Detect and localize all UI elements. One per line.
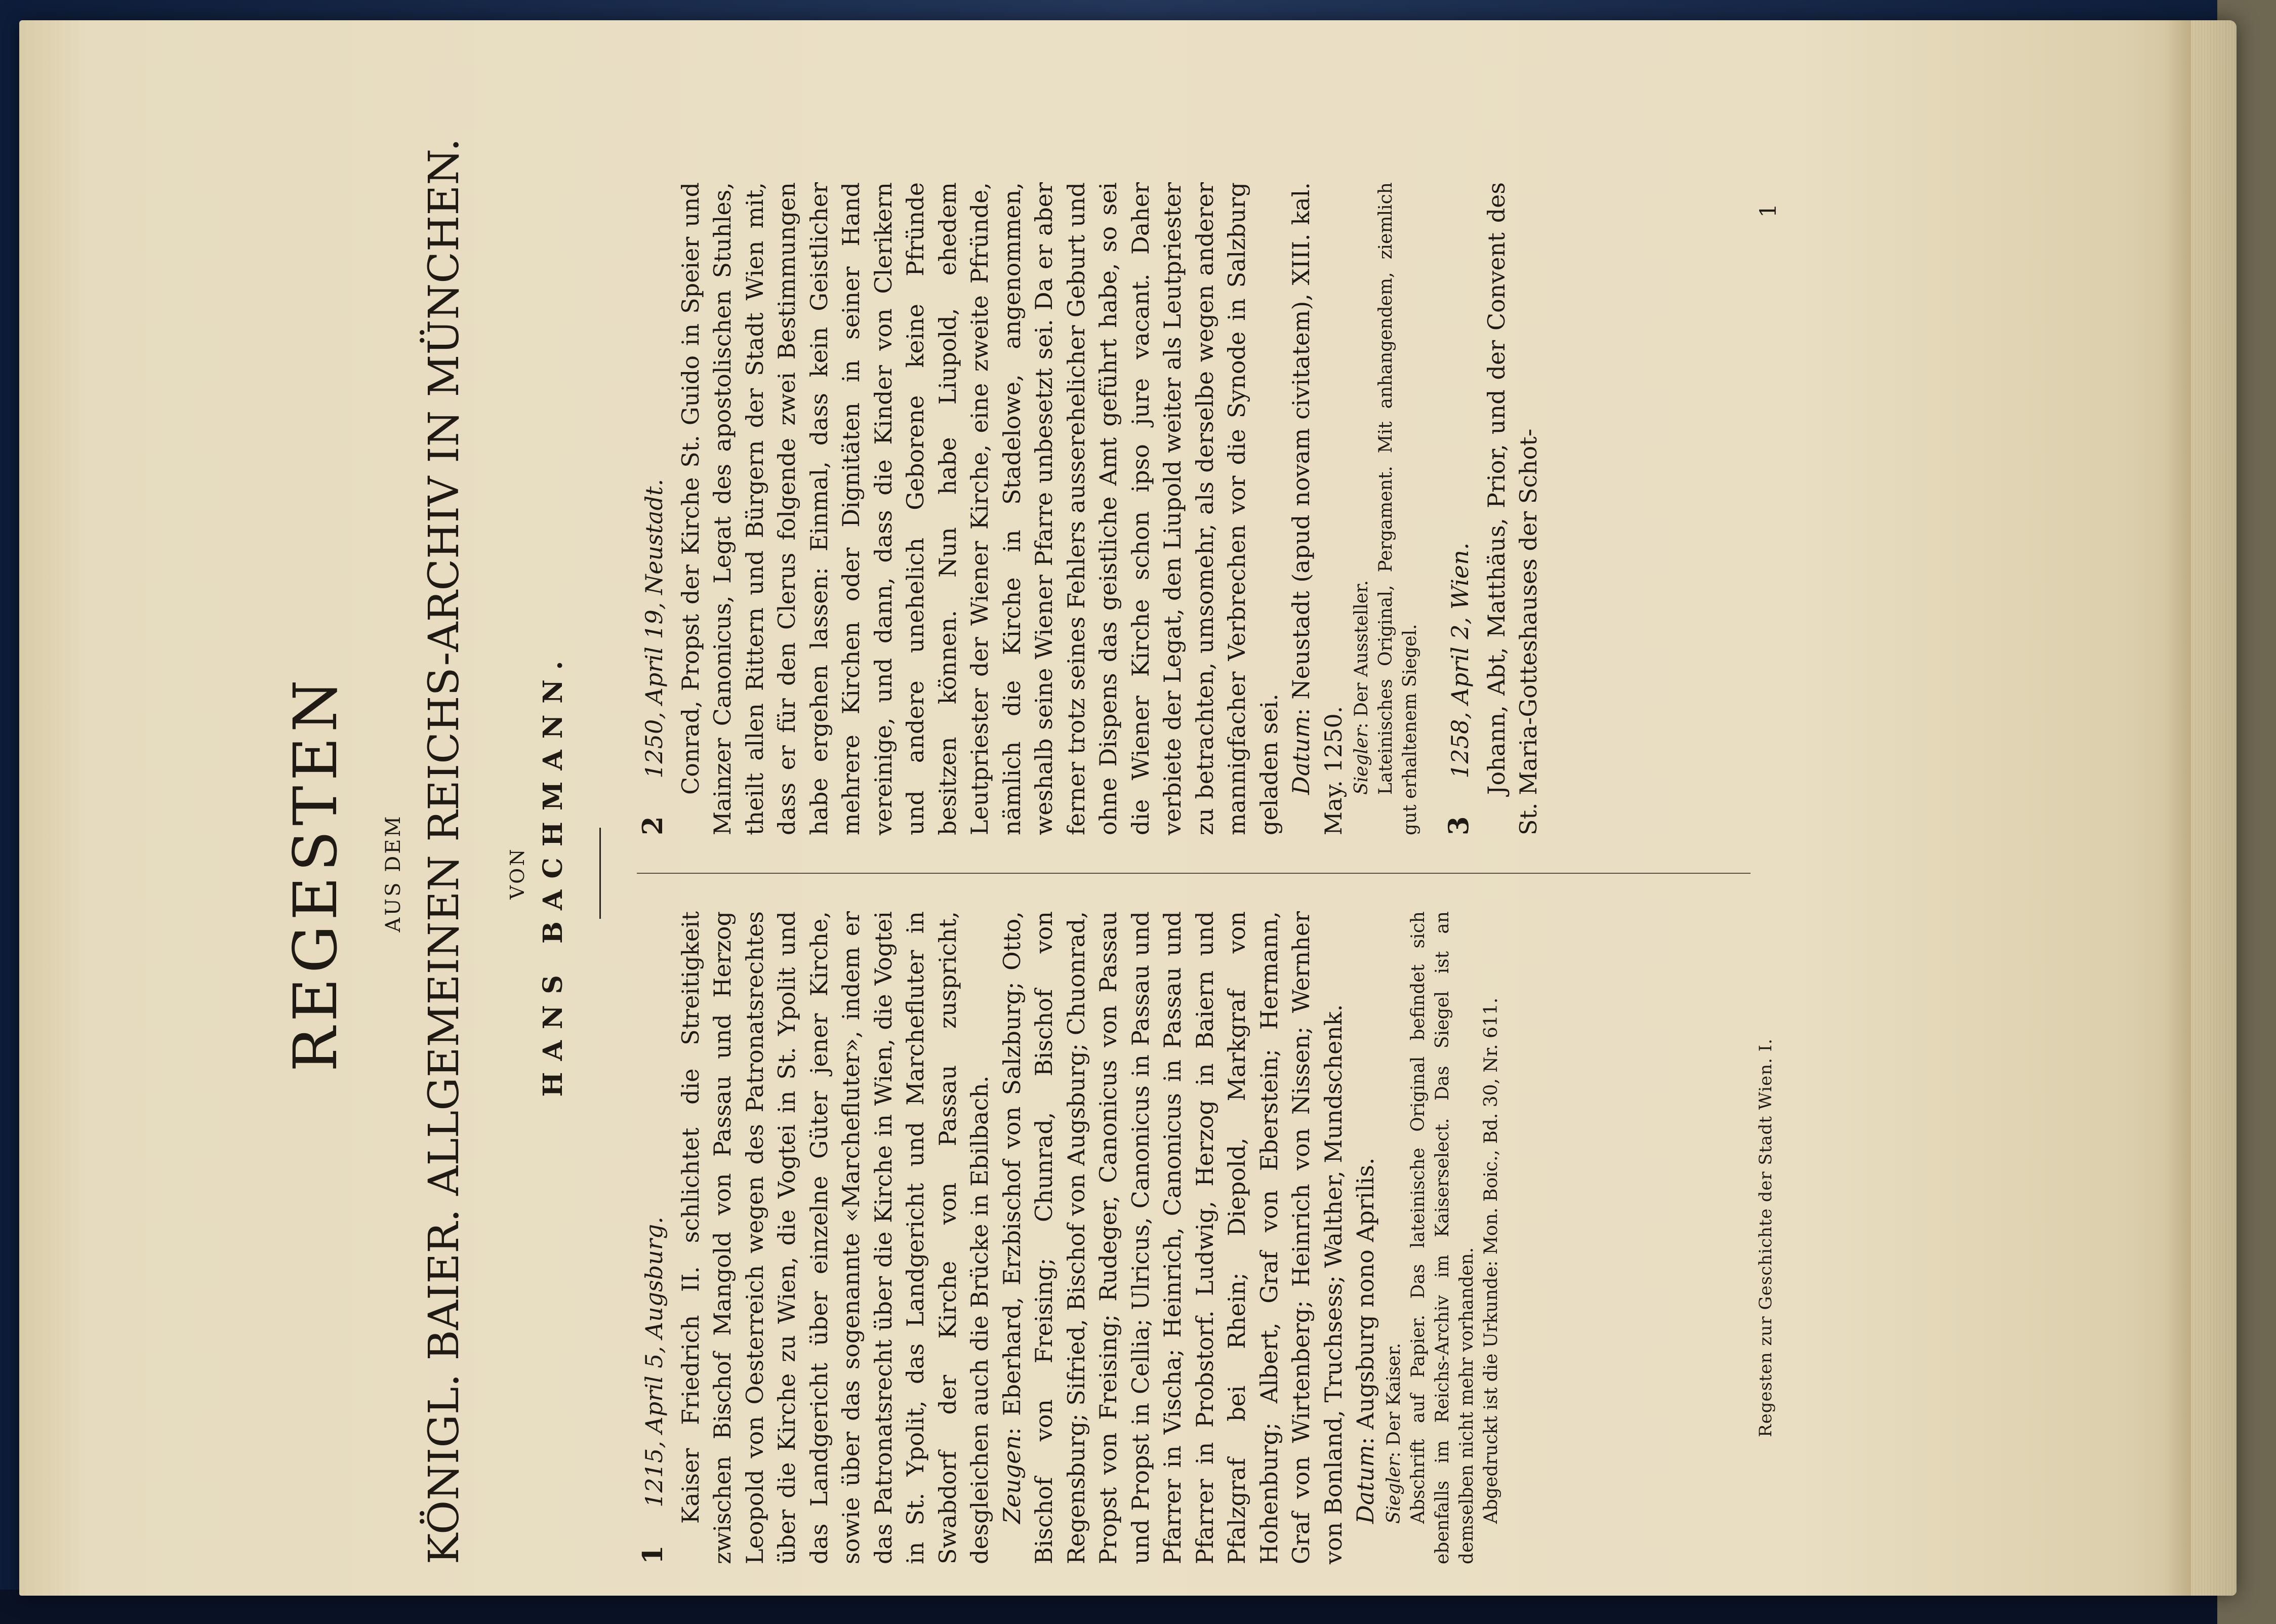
entry-2-note-1: Lateinisches Original, Pergament. Mit anhangendem, ziemlich gut erhaltenem Siegel. xyxy=(1375,182,1420,835)
siegler-text: : Der Kaiser. xyxy=(1383,1343,1404,1458)
subtitle-aus-dem: AUS DEM xyxy=(382,814,405,932)
entry-2-header xyxy=(637,182,671,835)
entry-2-siegler xyxy=(1350,182,1374,835)
entry-3-date: 1258, April 2, Wien. xyxy=(1446,542,1474,779)
entry-2-number: 2 xyxy=(636,816,669,835)
datum-label: Datum xyxy=(1352,1444,1379,1524)
datum-label-2: Datum xyxy=(1287,715,1315,795)
entry-2-date: 1250, April 19, Neustadt. xyxy=(640,478,668,779)
entry-3-number: 3 xyxy=(1442,816,1475,835)
entry-1-number: 1 xyxy=(636,1545,669,1564)
book-page xyxy=(19,20,2237,1596)
entry-1-datum xyxy=(1350,911,1382,1564)
entry-3-text: Johann, Abt, Matthäus, Prior, und der Convent des St. Maria-Gotteshauses der Schot- xyxy=(1482,182,1542,835)
siegler-label: Siegler xyxy=(1383,1457,1404,1524)
siegler-text-2: : Der Aussteller. xyxy=(1351,580,1372,729)
entry-1-text: Kaiser Friedrich II. schlichtet die Streitigkeit zwischen Bischof Mangold von Passau und Herzog Leopold von Oesterreich wegen des Patronatsrechtes über die Kirche zu Wien, die Vogtei in St. Ypolit und das Landgericht über einzelne Güter jener Kirche, sowie über das sogenannte «Marchefluter», indem er das Patronatsrecht über die Kirche in Wien, die Vogtei in St. Ypolit, das Landgericht und Marchefluter in Swabdorf der Kirche von Passau zuspricht, desgleichen auch die Brücke in Ebilbach. xyxy=(676,911,993,1564)
page-edge xyxy=(2191,20,2237,1596)
entry-1-zeugen xyxy=(996,911,1350,1564)
byline-von: VON xyxy=(506,847,529,900)
page-number: 1 xyxy=(1756,204,1781,218)
zeugen-label: Zeugen xyxy=(998,1435,1026,1524)
column-right xyxy=(637,182,1545,835)
entry-2-text: Conrad, Propst der Kirche St. Guido in Speier und Mainzer Canonicus, Legat des apostolischen Stuhles, theilt allen Rittern und Bürgern der Stadt Wien mit, dass er für den Clerus folgende zwei Bestimmungen habe ergehen lassen: Einmal, dass kein Geistlicher mehrere Kirchen oder Dignitäten in seiner Hand vereinige, und dann, dass die Kinder von Clerikern und andere unehelich Geborene keine Pfründe besitzen können. Nun habe Liupold, ehedem Leutpriester der Wiener Kirche, eine zweite Pfründe, nämlich die Kirche in Stadelowe, angenommen, weshalb seine Wiener Pfarre unbesetzt sei. Da er aber ferner trotz seines Fehlers ausserehelicher Geburt und ohne Dispens das geistliche Amt geführt habe, so sei die Wiener Kirche schon ipso jure vacant. Daher verbiete der Legat, den Liupold weiter als Leutpriester zu betrachten, umsomehr, als derselbe wegen anderer mannigfacher Verbrechen vor die Synode in Salzburg geladen sei. xyxy=(676,182,1283,835)
entry-1-note-2: Abgedruckt ist die Urkunde: Mon. Boic., Bd. 30, Nr. 611. xyxy=(1480,997,1501,1524)
siegler-label-2: Siegler xyxy=(1351,728,1372,795)
main-title: REGESTEN xyxy=(280,674,350,1072)
entry-1-date: 1215, April 5, Augsburg. xyxy=(640,1216,668,1508)
entry-2-datum xyxy=(1285,182,1350,835)
column-left xyxy=(637,911,1503,1564)
page-footer: Regesten zur Geschichte der Stadt Wien. I. xyxy=(1756,1038,1776,1437)
datum-text: : Augsburg nono Aprilis. xyxy=(1352,1157,1379,1445)
entry-1-note-1: Abschrift auf Papier. Das lateinische Original befindet sich ebenfalls im Reichs-Archiv im Kaiserselect. Das Siegel ist an demselben nicht mehr vorhanden. xyxy=(1407,911,1477,1564)
entry-1-siegler xyxy=(1382,911,1406,1564)
entry-1-header xyxy=(637,911,671,1564)
entry-3-header xyxy=(1443,182,1477,835)
datum-text-2: : Neustadt (apud novam civitatem), XIII. kal. May. 1250. xyxy=(1287,182,1347,835)
author-name: HANS BACHMANN. xyxy=(538,649,568,1097)
archive-title: KÖNIGL. BAIER. ALLGEMEINEN REICHS-ARCHIV IN MÜNCHEN. xyxy=(420,138,468,1564)
title-rule xyxy=(599,828,601,919)
column-divider xyxy=(637,873,1751,874)
zeugen-text: : Eberhard, Erzbischof von Salzburg; Otto, Bischof von Freising; Chunrad, Bischof von Regensburg; Sifried, Bischof von Augsburg; Chuonrad, Propst von Freising; Rudeger, Canonicus von Passau und Propst in Cellia; Ulricus, Canonicus in Passau und Pfarrer in Vischa; Heinrich, Canonicus in Passau und Pfarrer in Probstorf. Ludwig, Herzog in Baiern und Pfalzgraf bei Rhein; Diepold, Markgraf von Hohenburg; Albert, Graf von Eberstein; Hermann, Graf von Wirtenberg; Heinrich von Nissen; Wernher von Bonland, Truchsess; Walther, Mundschenk. xyxy=(998,911,1347,1564)
rotated-text-block xyxy=(280,138,1781,1564)
